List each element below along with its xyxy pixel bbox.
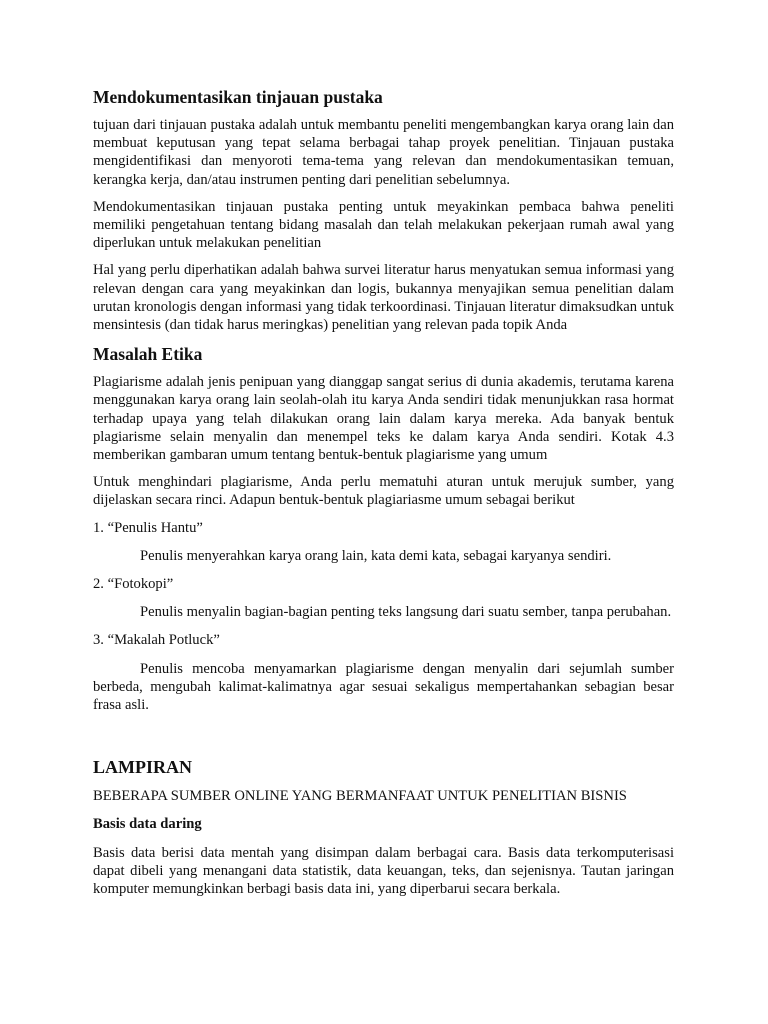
section-heading-literature-review: Mendokumentasikan tinjauan pustaka: [93, 87, 383, 107]
list-item-description: Penulis mencoba menyamarkan plagiarisme dengan menyalin dari sejumlah sumber berbeda, mengubah kalimat-kalimatnya agar sesuai sekaligus mempertahankan sebagian besar frasa asli.: [93, 660, 674, 714]
paragraph: Untuk menghindari plagiarisme, Anda perlu mematuhi aturan untuk merujuk sumber, yang dijelaskan secara rinci. Adapun bentuk-bentuk plagiariasme umum sebagai berikut: [93, 474, 674, 509]
document-page: [93, 86, 674, 907]
list-item-description: Penulis menyerahkan karya orang lain, kata demi kata, sebagai karyanya sendiri.: [140, 547, 612, 564]
paragraph: tujuan dari tinjauan pustaka adalah untuk membantu peneliti mengembangkan karya orang lain dan membuat keputusan yang tepat selama berbagai tahap proyek penelitian. Tinjauan pustaka mengidentifikasi dan menyoroti tema-tema yang relevan dan mendokumentasikan temuan, kerangka kerja, dan/atau instrumen penting dari penelitian sebelumnya.: [93, 117, 674, 188]
paragraph: Basis data berisi data mentah yang disimpan dalam berbagai cara. Basis data terkomputerisasi dapat dibeli yang menangani data statistik, data keuangan, teks, dan sejenisnya. Tautan jaringan komputer memungkinkan berbagi basis data ini, yang diperbarui secara berkala.: [93, 844, 674, 898]
section-heading-ethics: Masalah Etika: [93, 344, 203, 365]
list-item-description: Penulis menyalin bagian-bagian penting teks langsung dari suatu sember, tanpa perubahan.: [140, 604, 672, 621]
appendix-subheading: Basis data daring: [93, 816, 202, 833]
paragraph: Hal yang perlu diperhatikan adalah bahwa survei literatur harus menyatukan semua informasi yang relevan dengan cara yang meyakinkan dan logis, bukannya menyajikan semua penelitian dalam urutan kronologis dengan informasi yang tidak terkoordinasi. Tinjauan literatur dimaksudkan untuk mensintesis (dan tidak harus meringkas) penelitian yang relevan pada topik Anda: [93, 262, 674, 334]
paragraph: Plagiarisme adalah jenis penipuan yang dianggap sangat serius di dunia akademis, terutama karena menggunakan karya orang lain seolah-olah itu karya Anda sendiri tidak menunjukkan rasa hormat terhadap upaya yang telah dilakukan orang lain dalam karya mereka. Ada banyak bentuk plagiarisme selain menyalin dan menempel teks ke dalam karya Anda sendiri. Kotak 4.3 memberikan gambaran umum tentang bentuk-bentuk plagiarisme yang umum: [93, 374, 674, 464]
paragraph: Mendokumentasikan tinjauan pustaka penting untuk meyakinkan pembaca bahwa peneliti memiliki pengetahuan tentang bidang masalah dan telah melakukan pekerjaan rumah awal yang diperlukan untuk melakukan penelitian: [93, 198, 674, 252]
list-item-label: 1. “Penulis Hantu”: [93, 519, 203, 536]
list-item-label: 3. “Makalah Potluck”: [93, 632, 220, 649]
appendix-heading: LAMPIRAN: [93, 757, 192, 778]
appendix-subtitle: BEBERAPA SUMBER ONLINE YANG BERMANFAAT UNTUK PENELITIAN BISNIS: [93, 788, 627, 805]
list-item-label: 2. “Fotokopi”: [93, 576, 174, 593]
